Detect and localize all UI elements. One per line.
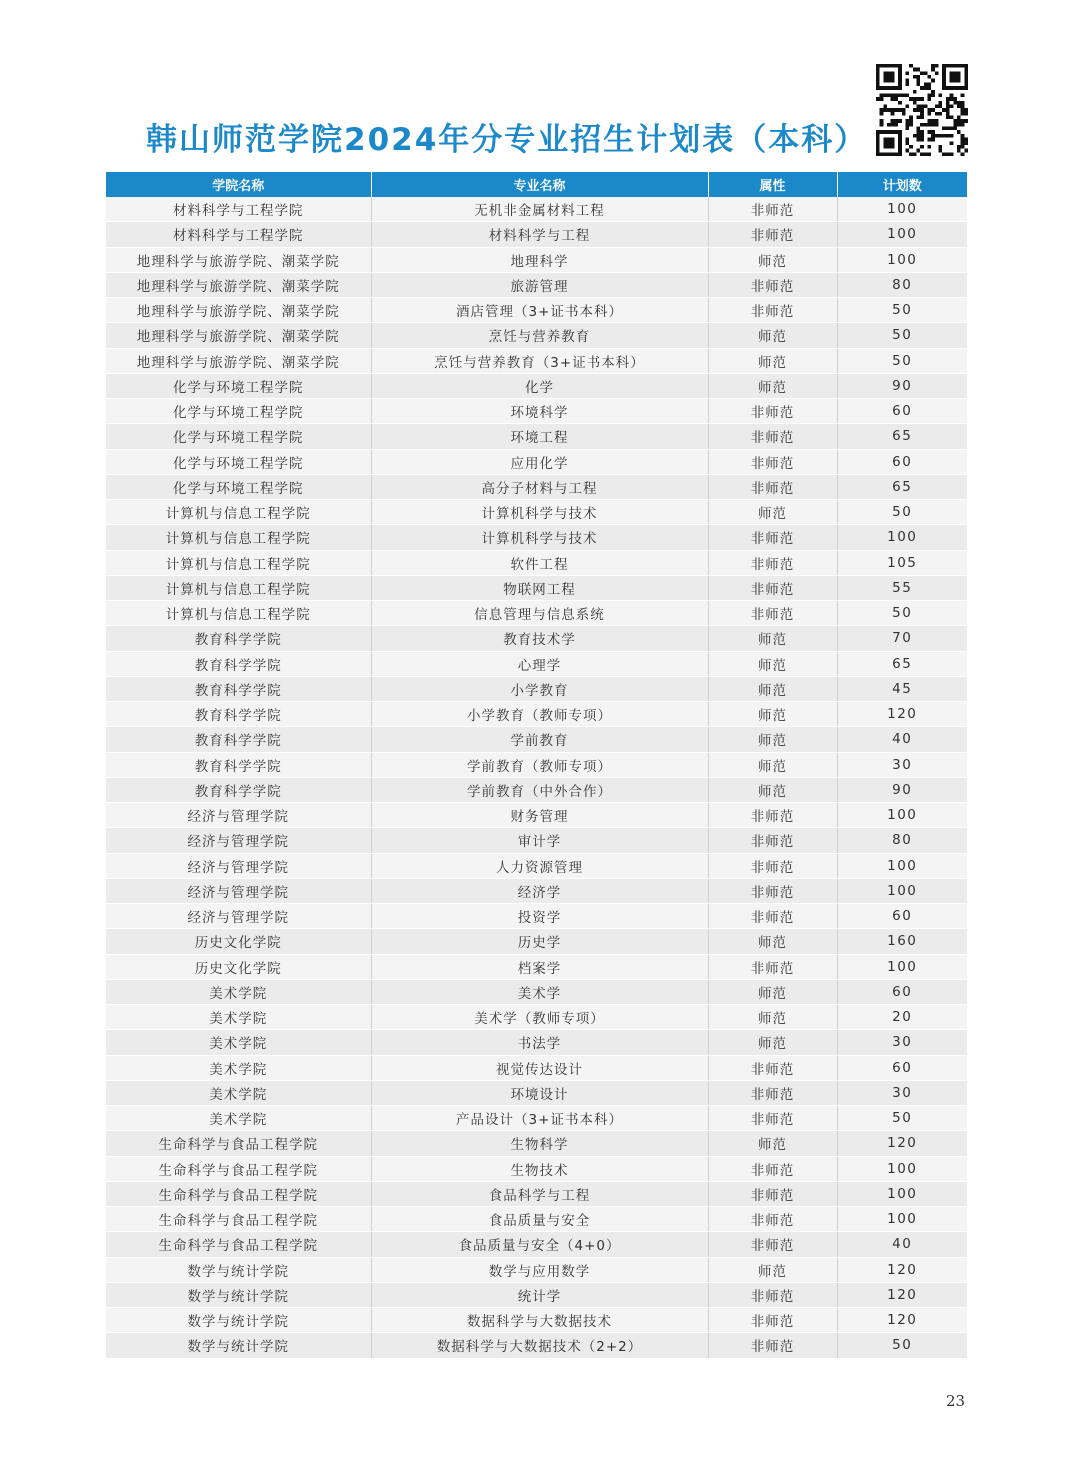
college-cell: 教育科学学院 (106, 777, 371, 802)
college-cell: 历史文化学院 (106, 929, 371, 954)
college-cell: 美术学院 (106, 1055, 371, 1080)
attribute-cell: 非师范 (708, 1308, 837, 1333)
attribute-cell: 非师范 (708, 878, 837, 903)
college-cell: 教育科学学院 (106, 752, 371, 777)
plan-count-cell: 100 (837, 197, 967, 222)
attribute-cell: 非师范 (708, 424, 837, 449)
college-cell: 历史文化学院 (106, 954, 371, 979)
plan-count-cell: 100 (837, 222, 967, 247)
major-cell: 酒店管理（3+证书本科） (371, 298, 708, 323)
plan-count-cell: 120 (837, 702, 967, 727)
college-cell: 数学与统计学院 (106, 1282, 371, 1307)
table-row (106, 247, 967, 272)
plan-count-cell: 100 (837, 803, 967, 828)
major-cell: 生物科学 (371, 1131, 708, 1156)
attribute-cell: 师范 (708, 752, 837, 777)
table-row (106, 1106, 967, 1131)
major-cell: 视觉传达设计 (371, 1055, 708, 1080)
plan-count-cell: 120 (837, 1282, 967, 1307)
college-cell: 生命科学与食品工程学院 (106, 1232, 371, 1257)
major-cell: 烹饪与营养教育 (371, 323, 708, 348)
major-cell: 经济学 (371, 878, 708, 903)
table-body (106, 197, 967, 1358)
college-cell: 计算机与信息工程学院 (106, 525, 371, 550)
attribute-cell: 师范 (708, 1131, 837, 1156)
major-cell: 统计学 (371, 1282, 708, 1307)
table-row (106, 954, 967, 979)
major-cell: 环境科学 (371, 399, 708, 424)
major-cell: 学前教育 (371, 727, 708, 752)
plan-count-cell: 55 (837, 575, 967, 600)
table-row (106, 323, 967, 348)
plan-count-cell: 120 (837, 1308, 967, 1333)
major-cell: 物联网工程 (371, 575, 708, 600)
table-row (106, 500, 967, 525)
attribute-cell: 师范 (708, 777, 837, 802)
major-cell: 软件工程 (371, 550, 708, 575)
college-cell: 数学与统计学院 (106, 1308, 371, 1333)
major-cell: 产品设计（3+证书本科） (371, 1106, 708, 1131)
college-cell: 美术学院 (106, 1106, 371, 1131)
major-cell: 烹饪与营养教育（3+证书本科） (371, 348, 708, 373)
plan-count-cell: 100 (837, 525, 967, 550)
plan-count-cell: 30 (837, 752, 967, 777)
college-cell: 化学与环境工程学院 (106, 399, 371, 424)
attribute-cell: 非师范 (708, 803, 837, 828)
column-header-major: 专业名称 (371, 172, 708, 197)
table-row (106, 348, 967, 373)
table-row (106, 853, 967, 878)
plan-count-cell: 50 (837, 1106, 967, 1131)
table-row (106, 222, 967, 247)
plan-count-cell: 80 (837, 828, 967, 853)
table-row (106, 1207, 967, 1232)
attribute-cell: 非师范 (708, 575, 837, 600)
attribute-cell: 师范 (708, 1257, 837, 1282)
attribute-cell: 非师范 (708, 449, 837, 474)
major-cell: 小学教育（教师专项） (371, 702, 708, 727)
admission-plan-table (106, 172, 967, 1359)
attribute-cell: 非师范 (708, 1333, 837, 1358)
plan-count-cell: 120 (837, 1131, 967, 1156)
page-title: 韩山师范学院2024年分专业招生计划表（本科） (146, 122, 868, 158)
plan-count-cell: 120 (837, 1257, 967, 1282)
college-cell: 经济与管理学院 (106, 904, 371, 929)
major-cell: 食品质量与安全（4+0） (371, 1232, 708, 1257)
major-cell: 数据科学与大数据技术（2+2） (371, 1333, 708, 1358)
attribute-cell: 师范 (708, 348, 837, 373)
major-cell: 高分子材料与工程 (371, 474, 708, 499)
college-cell: 材料科学与工程学院 (106, 222, 371, 247)
college-cell: 经济与管理学院 (106, 853, 371, 878)
major-cell: 美术学（教师专项） (371, 1005, 708, 1030)
college-cell: 生命科学与食品工程学院 (106, 1181, 371, 1206)
major-cell: 教育技术学 (371, 626, 708, 651)
college-cell: 美术学院 (106, 1030, 371, 1055)
major-cell: 环境设计 (371, 1080, 708, 1105)
table-row (106, 298, 967, 323)
table-row (106, 803, 967, 828)
college-cell: 教育科学学院 (106, 702, 371, 727)
plan-count-cell: 60 (837, 979, 967, 1004)
table-row (106, 752, 967, 777)
attribute-cell: 非师范 (708, 828, 837, 853)
plan-count-cell: 90 (837, 777, 967, 802)
major-cell: 无机非金属材料工程 (371, 197, 708, 222)
plan-count-cell: 20 (837, 1005, 967, 1030)
table-row (106, 626, 967, 651)
attribute-cell: 师范 (708, 373, 837, 398)
plan-count-cell: 60 (837, 1055, 967, 1080)
table-header-row (106, 172, 967, 197)
plan-count-cell: 50 (837, 348, 967, 373)
attribute-cell: 非师范 (708, 1232, 837, 1257)
table-row (106, 651, 967, 676)
attribute-cell: 非师范 (708, 298, 837, 323)
plan-count-cell: 40 (837, 1232, 967, 1257)
major-cell: 化学 (371, 373, 708, 398)
college-cell: 教育科学学院 (106, 727, 371, 752)
major-cell: 书法学 (371, 1030, 708, 1055)
plan-count-cell: 100 (837, 1207, 967, 1232)
plan-count-cell: 60 (837, 399, 967, 424)
attribute-cell: 非师范 (708, 601, 837, 626)
attribute-cell: 师范 (708, 676, 837, 701)
attribute-cell: 非师范 (708, 550, 837, 575)
plan-count-cell: 100 (837, 853, 967, 878)
college-cell: 生命科学与食品工程学院 (106, 1131, 371, 1156)
table-row (106, 1333, 967, 1358)
college-cell: 生命科学与食品工程学院 (106, 1207, 371, 1232)
college-cell: 化学与环境工程学院 (106, 373, 371, 398)
plan-count-cell: 90 (837, 373, 967, 398)
attribute-cell: 非师范 (708, 399, 837, 424)
table-row (106, 474, 967, 499)
plan-count-cell: 30 (837, 1080, 967, 1105)
college-cell: 化学与环境工程学院 (106, 474, 371, 499)
attribute-cell: 师范 (708, 500, 837, 525)
major-cell: 食品科学与工程 (371, 1181, 708, 1206)
attribute-cell: 非师范 (708, 197, 837, 222)
college-cell: 计算机与信息工程学院 (106, 550, 371, 575)
major-cell: 材料科学与工程 (371, 222, 708, 247)
attribute-cell: 非师范 (708, 853, 837, 878)
table-row (106, 676, 967, 701)
plan-count-cell: 105 (837, 550, 967, 575)
attribute-cell: 非师范 (708, 272, 837, 297)
plan-count-cell: 30 (837, 1030, 967, 1055)
table-row (106, 272, 967, 297)
attribute-cell: 非师范 (708, 1055, 837, 1080)
plan-count-cell: 40 (837, 727, 967, 752)
attribute-cell: 非师范 (708, 1106, 837, 1131)
plan-count-cell: 50 (837, 323, 967, 348)
college-cell: 经济与管理学院 (106, 803, 371, 828)
major-cell: 投资学 (371, 904, 708, 929)
college-cell: 数学与统计学院 (106, 1333, 371, 1358)
college-cell: 经济与管理学院 (106, 878, 371, 903)
attribute-cell: 师范 (708, 323, 837, 348)
table-row (106, 449, 967, 474)
college-cell: 教育科学学院 (106, 676, 371, 701)
table-row (106, 1232, 967, 1257)
college-cell: 计算机与信息工程学院 (106, 500, 371, 525)
attribute-cell: 师范 (708, 1005, 837, 1030)
table-row (106, 1156, 967, 1181)
table-row (106, 525, 967, 550)
attribute-cell: 师范 (708, 626, 837, 651)
college-cell: 教育科学学院 (106, 651, 371, 676)
major-cell: 旅游管理 (371, 272, 708, 297)
plan-count-cell: 60 (837, 904, 967, 929)
plan-count-cell: 160 (837, 929, 967, 954)
college-cell: 美术学院 (106, 1005, 371, 1030)
plan-count-cell: 100 (837, 1156, 967, 1181)
table-row (106, 424, 967, 449)
table-row (106, 1181, 967, 1206)
college-cell: 美术学院 (106, 1080, 371, 1105)
qr-code-icon (876, 64, 968, 156)
major-cell: 计算机科学与技术 (371, 525, 708, 550)
plan-count-cell: 50 (837, 500, 967, 525)
column-header-plan-count: 计划数 (837, 172, 967, 197)
attribute-cell: 非师范 (708, 1282, 837, 1307)
table-row (106, 1257, 967, 1282)
major-cell: 地理科学 (371, 247, 708, 272)
attribute-cell: 非师范 (708, 222, 837, 247)
table-row (106, 373, 967, 398)
attribute-cell: 非师范 (708, 904, 837, 929)
table-row (106, 702, 967, 727)
attribute-cell: 师范 (708, 979, 837, 1004)
table-row (106, 601, 967, 626)
attribute-cell: 师范 (708, 247, 837, 272)
college-cell: 经济与管理学院 (106, 828, 371, 853)
table-row (106, 1131, 967, 1156)
table-row (106, 575, 967, 600)
plan-count-cell: 100 (837, 1181, 967, 1206)
college-cell: 地理科学与旅游学院、潮菜学院 (106, 348, 371, 373)
attribute-cell: 师范 (708, 929, 837, 954)
page-number: 23 (946, 1392, 966, 1410)
college-cell: 化学与环境工程学院 (106, 449, 371, 474)
major-cell: 环境工程 (371, 424, 708, 449)
major-cell: 审计学 (371, 828, 708, 853)
table-row (106, 929, 967, 954)
plan-count-cell: 100 (837, 247, 967, 272)
table-row (106, 399, 967, 424)
major-cell: 财务管理 (371, 803, 708, 828)
college-cell: 地理科学与旅游学院、潮菜学院 (106, 298, 371, 323)
college-cell: 化学与环境工程学院 (106, 424, 371, 449)
plan-count-cell: 65 (837, 651, 967, 676)
college-cell: 计算机与信息工程学院 (106, 601, 371, 626)
table-row (106, 1080, 967, 1105)
plan-count-cell: 100 (837, 878, 967, 903)
major-cell: 信息管理与信息系统 (371, 601, 708, 626)
table-row (106, 777, 967, 802)
plan-count-cell: 65 (837, 474, 967, 499)
attribute-cell: 师范 (708, 727, 837, 752)
plan-count-cell: 45 (837, 676, 967, 701)
column-header-attribute: 属性 (708, 172, 837, 197)
college-cell: 教育科学学院 (106, 626, 371, 651)
table-row (106, 904, 967, 929)
plan-count-cell: 50 (837, 1333, 967, 1358)
major-cell: 学前教育（教师专项） (371, 752, 708, 777)
table-row (106, 878, 967, 903)
major-cell: 计算机科学与技术 (371, 500, 708, 525)
college-cell: 数学与统计学院 (106, 1257, 371, 1282)
major-cell: 食品质量与安全 (371, 1207, 708, 1232)
attribute-cell: 师范 (708, 1030, 837, 1055)
attribute-cell: 非师范 (708, 954, 837, 979)
plan-count-cell: 50 (837, 298, 967, 323)
major-cell: 美术学 (371, 979, 708, 1004)
major-cell: 档案学 (371, 954, 708, 979)
major-cell: 生物技术 (371, 1156, 708, 1181)
table-row (106, 828, 967, 853)
college-cell: 地理科学与旅游学院、潮菜学院 (106, 247, 371, 272)
college-cell: 生命科学与食品工程学院 (106, 1156, 371, 1181)
college-cell: 材料科学与工程学院 (106, 197, 371, 222)
plan-count-cell: 60 (837, 449, 967, 474)
major-cell: 应用化学 (371, 449, 708, 474)
attribute-cell: 非师范 (708, 1207, 837, 1232)
major-cell: 数学与应用数学 (371, 1257, 708, 1282)
attribute-cell: 非师范 (708, 1156, 837, 1181)
plan-count-cell: 80 (837, 272, 967, 297)
table-row (106, 197, 967, 222)
plan-count-cell: 50 (837, 601, 967, 626)
college-cell: 地理科学与旅游学院、潮菜学院 (106, 272, 371, 297)
major-cell: 历史学 (371, 929, 708, 954)
table-row (106, 1308, 967, 1333)
plan-count-cell: 100 (837, 954, 967, 979)
table-row (106, 1005, 967, 1030)
major-cell: 心理学 (371, 651, 708, 676)
major-cell: 学前教育（中外合作） (371, 777, 708, 802)
table-row (106, 1282, 967, 1307)
table-row (106, 727, 967, 752)
college-cell: 地理科学与旅游学院、潮菜学院 (106, 323, 371, 348)
attribute-cell: 师范 (708, 651, 837, 676)
attribute-cell: 非师范 (708, 1080, 837, 1105)
major-cell: 小学教育 (371, 676, 708, 701)
table-row (106, 550, 967, 575)
plan-count-cell: 65 (837, 424, 967, 449)
attribute-cell: 非师范 (708, 1181, 837, 1206)
plan-count-cell: 70 (837, 626, 967, 651)
attribute-cell: 师范 (708, 702, 837, 727)
major-cell: 数据科学与大数据技术 (371, 1308, 708, 1333)
college-cell: 计算机与信息工程学院 (106, 575, 371, 600)
column-header-college: 学院名称 (106, 172, 371, 197)
table-row (106, 1055, 967, 1080)
college-cell: 美术学院 (106, 979, 371, 1004)
table-row (106, 1030, 967, 1055)
table-row (106, 979, 967, 1004)
major-cell: 人力资源管理 (371, 853, 708, 878)
attribute-cell: 非师范 (708, 525, 837, 550)
attribute-cell: 非师范 (708, 474, 837, 499)
